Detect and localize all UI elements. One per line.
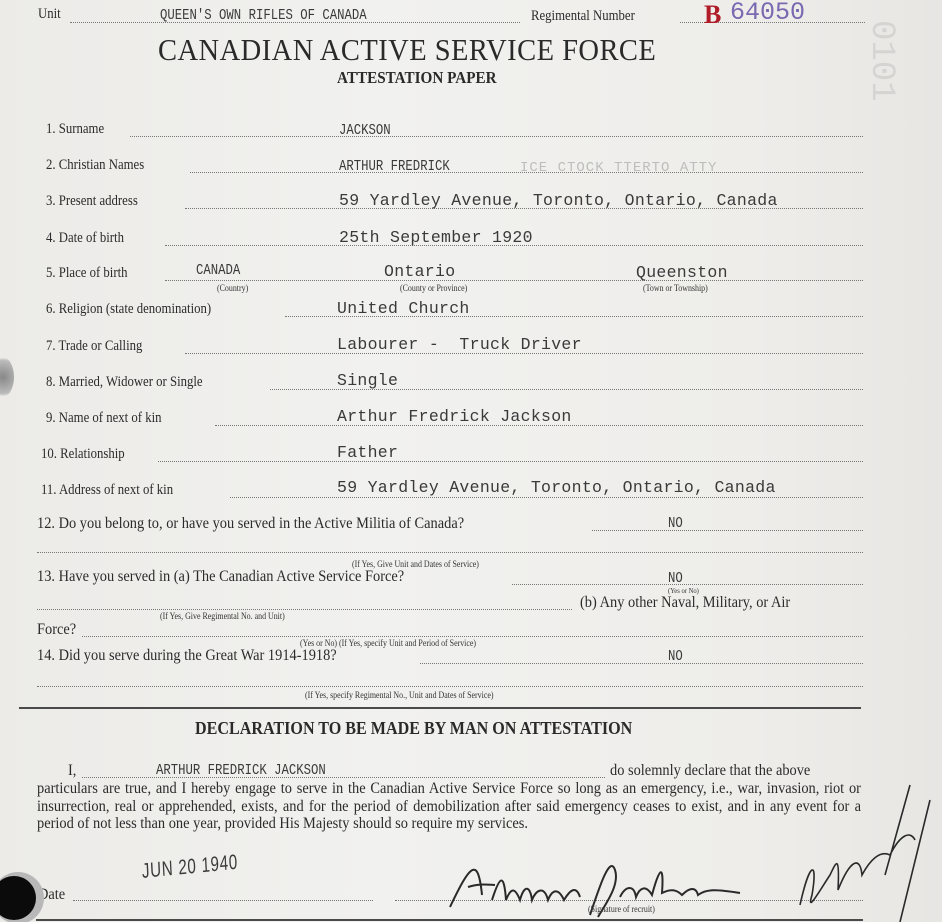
surname-label: 1. Surname xyxy=(46,121,105,137)
date-of-birth-value: 25th September 1920 xyxy=(339,228,533,247)
unit-value: QUEEN'S OWN RIFLES OF CANADA xyxy=(160,7,367,24)
punch-hole-bottom xyxy=(0,876,36,920)
date-label: Date xyxy=(38,886,66,903)
q13a-caption: (If Yes, Give Regimental No. and Unit) xyxy=(160,611,285,621)
declaration-heading: DECLARATION TO BE MADE BY MAN ON ATTESTATION xyxy=(195,718,633,738)
next-of-kin-label: 9. Name of next of kin xyxy=(46,410,162,426)
q12-label: 12. Do you belong to, or have you served in the Active Militia of Canada? xyxy=(37,515,465,532)
q12-dots xyxy=(592,530,863,531)
signature-caption: (Signature of recruit) xyxy=(588,904,655,914)
q13-label: 13. Have you served in (a) The Canadian Active Service Force? xyxy=(37,568,405,585)
q13b-caption: (Yes or No) (If Yes, specify Unit and Period of Service) xyxy=(300,638,477,648)
religion-value: United Church xyxy=(337,299,470,318)
relationship-value: Father xyxy=(337,443,399,462)
form-subtitle: ATTESTATION PAPER xyxy=(337,68,497,87)
q14-detail-dots xyxy=(37,686,863,687)
bottom-rule xyxy=(36,919,863,921)
trade-label: 7. Trade or Calling xyxy=(46,338,143,354)
surname-value: JACKSON xyxy=(339,122,391,139)
q13b-label: (b) Any other Naval, Military, or Air xyxy=(580,594,791,611)
regimental-number-label: Regimental Number xyxy=(531,8,635,24)
present-address-value: 59 Yardley Avenue, Toronto, Ontario, Canada xyxy=(339,191,778,210)
q12-answer: NO xyxy=(668,515,683,532)
q13-yes-no-caption: (Yes or No) xyxy=(668,586,699,595)
declaration-i-label: I, xyxy=(68,762,77,779)
punch-hole-top xyxy=(0,355,14,399)
witness-signature xyxy=(790,780,940,922)
place-of-birth-dots xyxy=(165,280,863,281)
q12-detail-dots xyxy=(37,552,863,553)
margin-stamp-ghost: 0101 xyxy=(862,20,900,102)
relationship-label: 10. Relationship xyxy=(41,446,125,462)
birth-town-value: Queenston xyxy=(636,263,728,282)
q13a-detail-dots xyxy=(37,609,572,610)
unit-label: Unit xyxy=(38,6,61,22)
marital-status-value: Single xyxy=(337,371,399,390)
town-caption: (Town or Township) xyxy=(643,283,708,293)
regimental-number: 64050 xyxy=(730,0,806,27)
trade-value: Labourer - Truck Driver xyxy=(337,335,582,354)
next-of-kin-address-dots xyxy=(230,497,863,498)
christian-names-label: 2. Christian Names xyxy=(46,157,145,173)
date-of-birth-label: 4. Date of birth xyxy=(46,230,124,246)
declaration-name: ARTHUR FREDRICK JACKSON xyxy=(156,762,326,779)
q13b-dots xyxy=(82,636,863,637)
q14-dots xyxy=(420,663,863,664)
date-stamp: JUN 20 1940 xyxy=(141,850,239,883)
declaration-after-name: do solemnly declare that the above xyxy=(610,762,811,779)
q14-caption: (If Yes, specify Regimental No., Unit and Dates of Service) xyxy=(305,690,494,700)
q13-answer: NO xyxy=(668,570,683,587)
relationship-dots xyxy=(158,461,863,462)
q13-dots xyxy=(512,584,863,585)
birth-country-value: CANADA xyxy=(196,262,241,279)
surname-dots xyxy=(130,136,863,137)
q12-caption: (If Yes, Give Unit and Dates of Service) xyxy=(352,559,479,569)
marital-status-label: 8. Married, Widower or Single xyxy=(46,374,203,390)
religion-label: 6. Religion (state denomination) xyxy=(46,301,212,317)
ghost-text: ICE CTOCK TTERTO ATTY xyxy=(520,160,718,176)
birth-province-value: Ontario xyxy=(384,262,456,281)
q14-label: 14. Did you serve during the Great War 1914-1918? xyxy=(37,647,337,664)
christian-names-value: ARTHUR FREDRICK xyxy=(339,158,450,175)
form-title: CANADIAN ACTIVE SERVICE FORCE xyxy=(158,32,657,67)
section-divider xyxy=(19,707,861,709)
q14-answer: NO xyxy=(668,648,683,665)
place-of-birth-label: 5. Place of birth xyxy=(46,265,128,281)
next-of-kin-address-value: 59 Yardley Avenue, Toronto, Ontario, Canada xyxy=(337,478,776,497)
next-of-kin-address-label: 11. Address of next of kin xyxy=(41,482,174,498)
present-address-label: 3. Present address xyxy=(46,193,138,209)
next-of-kin-value: Arthur Fredrick Jackson xyxy=(337,407,572,426)
declaration-body: particulars are true, and I hereby engage to serve in the Canadian Active Service Force so long as an emergency, i.e., war, invasion, riot or insurrection, real or apprehended, exists, and for the period of demobilization after said emergency ceases to exist, and in any event for a period of not less than one year, provided His Majesty should so require my services. xyxy=(37,780,861,832)
province-caption: (County or Province) xyxy=(400,283,468,293)
date-dots xyxy=(73,900,373,901)
country-caption: (Country) xyxy=(217,283,249,293)
q13-force-label: Force? xyxy=(37,621,77,638)
regimental-prefix: B xyxy=(704,0,722,29)
